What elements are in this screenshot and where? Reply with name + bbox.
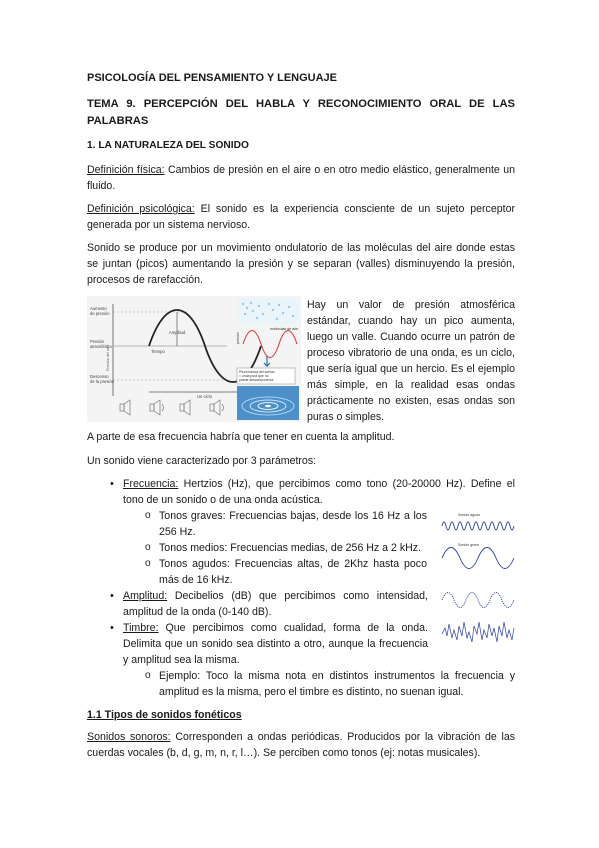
- paragraph-parametros: Un sonido viene caracterizado por 3 parámetros:: [87, 455, 317, 467]
- def-fisica-text: Cambios de presión en el aire o en otro medio elástico, generalmente un fluido.: [87, 164, 515, 192]
- frecuencia-label: Frecuencia:: [123, 478, 179, 490]
- sub-marker-ejemplo: o: [145, 670, 151, 681]
- subsection-title: [87, 707, 242, 723]
- label-descenso-1: Descenso: [90, 374, 109, 379]
- def-psico-label: Definición psicológica:: [87, 203, 195, 215]
- course-title: PSICOLOGÍA DEL PENSAMIENTO Y LENGUAJE: [87, 72, 337, 84]
- item-tonos-medios: Tonos medios: Frecuencias medias, de 256 Hz a 2 kHz.: [159, 542, 422, 554]
- label-descenso-2: de la presión: [90, 379, 114, 384]
- caption-line-1: Pieza básica del sonido: [239, 370, 275, 374]
- label-presion-1: Presión: [90, 339, 105, 344]
- caption-line-3: puede descomponerse: [239, 378, 274, 382]
- pressure-wave-figure: [87, 296, 301, 422]
- label-agudo: Sonido agudo: [458, 513, 481, 517]
- paragraph-amplitud: A parte de esa frecuencia habría que tener en cuenta la amplitud.: [87, 431, 395, 443]
- label-axis: Presión del aire: [106, 344, 110, 371]
- label-ciclo: Un ciclo: [197, 394, 212, 399]
- section-title: 1. LA NATURALEZA DEL SONIDO: [87, 140, 249, 151]
- sub-marker-medios: o: [145, 542, 151, 553]
- label-presion-right: presión: [236, 332, 240, 344]
- label-grave: Sonido grave: [458, 543, 480, 547]
- paragraph-def-psicologica: [87, 201, 515, 233]
- subsection-title-text: 1.1 Tipos de sonidos fonéticos: [87, 709, 242, 721]
- frecuencia-text: Hertzios (Hz), que percibimos como tono (20-20000 Hz). Define el tono de un sonido o de una onda acústica.: [123, 478, 515, 506]
- item-amplitud: [123, 588, 428, 620]
- timbre-text: Que percibimos como cualidad, forma de la onda. Delimita que un sonido sea distinto a otro, aunque la frecuencia y amplitud sea la misma.: [123, 622, 428, 666]
- paragraph-def-fisica: [87, 162, 515, 194]
- label-amplitud: Amplitud: [169, 330, 186, 335]
- label-aumento-2: de presión: [90, 311, 110, 316]
- label-presion-2: atmosférica: [90, 344, 112, 349]
- item-timbre: [123, 620, 428, 668]
- caption-line-2: = onda pura que no: [239, 374, 269, 378]
- sub-marker-graves: o: [145, 510, 151, 521]
- item-frecuencia: [123, 476, 515, 508]
- sonoros-label: Sonidos sonoros:: [87, 731, 171, 743]
- sub-marker-agudos: o: [145, 558, 151, 569]
- bullet-timbre: •: [110, 622, 114, 634]
- timbre-label: Timbre:: [123, 622, 159, 634]
- item-tonos-graves: Tonos graves: Frecuencias bajas, desde los 16 Hz a los 256 Hz.: [159, 510, 427, 538]
- waveforms-agudo-grave: [440, 512, 516, 572]
- item-tonos-agudos: Tonos agudos: Frecuencias altas, de 2Khz hasta poco más de 16 kHz.: [159, 558, 427, 586]
- def-psico-text: El sonido es la experiencia consciente de un sujeto perceptor generada por un sistema nervioso.: [87, 203, 515, 231]
- bullet-frecuencia: •: [110, 478, 114, 490]
- amplitud-label: Amplitud:: [123, 590, 168, 602]
- sonoros-text: Corresponden a ondas periódicas. Producidos por la vibración de las cuerdas vocales (b, d, g, m, n, r, l…). Se perciben como tonos (ej: notas musicales).: [87, 731, 516, 759]
- paragraph-sonido: Sonido se produce por un movimiento ondulatorio de las moléculas del aire donde estas se juntan (picos) aumentando la presión y se separan (valles) disminuyendo la presión, procesos de rarefacción.: [87, 242, 515, 286]
- paragraph-presion: Hay un valor de presión atmosférica estándar, cuando hay un pico aumenta, luego un valle. Cuando ocurre un patrón de proceso vibratorio de una onda, es un ciclo, que sería igual que un hercio. Es el ejemplo más simple, en la realidad esas ondas prácticamente no existen, esas ondas son puras o simples.: [307, 299, 515, 423]
- item-ejemplo: Ejemplo: Toco la misma nota en distintos instrumentos la frecuencia y amplitud es la misma, pero el timbre es distinto, no suenan igual.: [159, 670, 515, 698]
- topic-title: TEMA 9. PERCEPCIÓN DEL HABLA Y RECONOCIMIENTO ORAL DE LAS PALABRAS: [87, 98, 515, 127]
- molecules-illustration: [237, 298, 299, 324]
- timbre-wave: [442, 622, 514, 642]
- label-moleculas: moléculas de aire: [270, 327, 299, 331]
- amplitude-wave: [442, 593, 514, 608]
- high-freq-wave: [442, 522, 514, 530]
- low-freq-wave: [442, 548, 514, 569]
- label-aumento-1: Aumento: [90, 306, 107, 311]
- def-fisica-label: Definición física:: [87, 164, 165, 176]
- waveforms-amplitud-timbre: [440, 586, 516, 650]
- paragraph-sonoros: [87, 729, 515, 761]
- water-ripple-image: [237, 386, 299, 420]
- label-tiempo: Tiempo: [151, 349, 165, 354]
- bullet-amplitud: •: [110, 590, 114, 602]
- amplitud-text: Decibelios (dB) que percibimos como intensidad, amplitud de la onda (0-140 dB).: [123, 590, 428, 618]
